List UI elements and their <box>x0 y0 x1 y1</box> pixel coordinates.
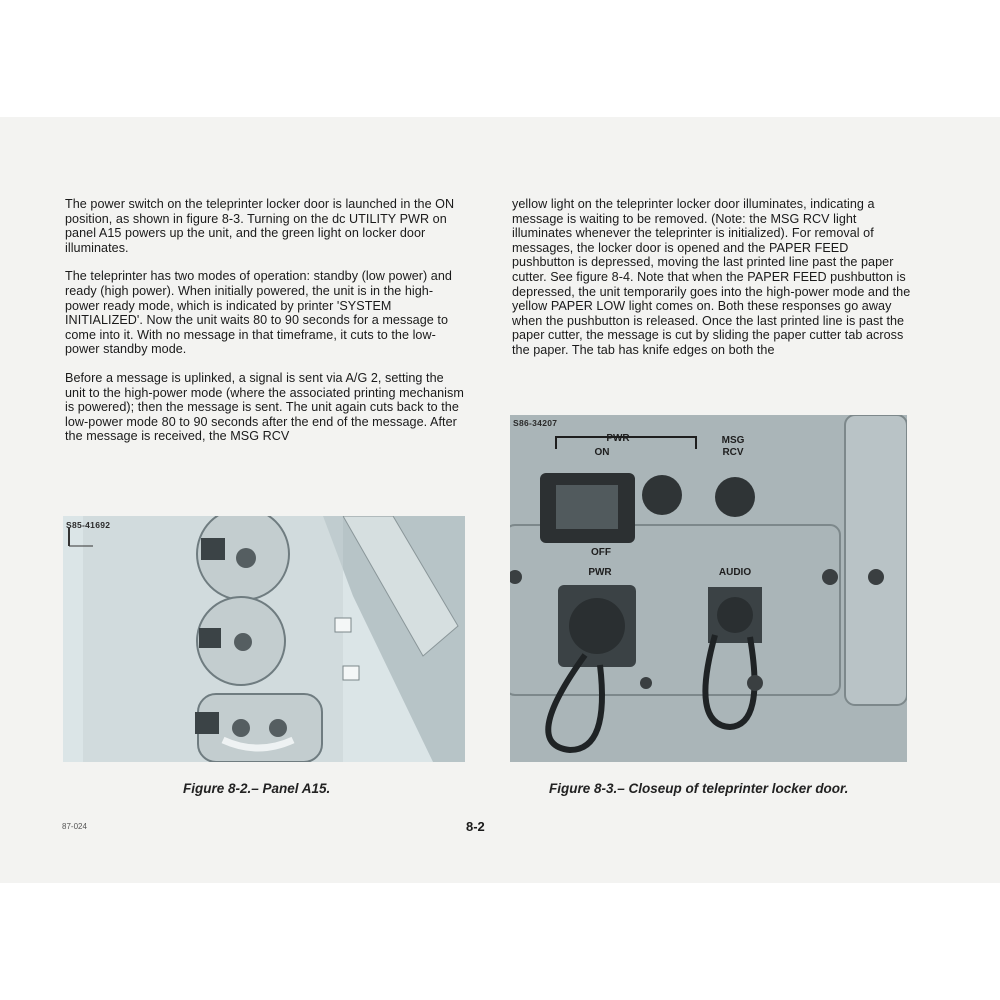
document-page <box>0 117 1000 883</box>
on-label: ON <box>594 447 610 458</box>
paragraph: yellow light on the teleprinter locker door illuminates, indicating a message is waiting to be removed. (Note: the MSG RCV light illuminates whenever the teleprinter is initialized). For removal of messages, the locker door is opened and the PAPER FEED pushbutton is depressed, moving the last printed line past the paper cutter. See figure 8-4. Note that when the PAPER FEED pushbutton is depressed, the unit temporarily goes into the high-power mode and the yellow PAPER LOW light comes on. Both these responses go away when the pushbutton is released. Once the last printed line is past the paper cutter, the message is cut by sliding the paper cutter tab across the paper. The tab has knife edges on both the <box>512 197 911 357</box>
document-code: 87-024 <box>62 822 87 831</box>
left-text-column <box>65 197 465 458</box>
paragraph: Before a message is uplinked, a signal is sent via A/G 2, setting the unit to the high-power mode (where the associated printing mechanism is powered); then the message is sent. The unit again cuts back to the low-power mode 80 to 90 seconds after the end of the message. After the message is received, the MSG RCV <box>65 370 464 444</box>
pwr-bracket-label: PWR <box>606 433 630 444</box>
right-text-column <box>512 197 912 372</box>
photo-id: S86-34207 <box>513 418 558 428</box>
panel-a15-photo <box>63 516 465 762</box>
figure-caption: Figure 8-3.– Closeup of teleprinter locker door. <box>549 781 849 796</box>
pwr-connector-label: PWR <box>588 567 612 578</box>
paragraph: The teleprinter has two modes of operation: standby (low power) and ready (high power). When initially powered, the unit is in the high-power ready mode, which is indicated by printer 'SYSTEM INITIALIZED'. Now the unit waits 80 to 90 seconds for a message to come into it. With no message in that timeframe, it cuts to the low-power standby mode. <box>65 269 452 357</box>
audio-label: AUDIO <box>718 567 752 578</box>
locker-door-illustration <box>510 415 907 762</box>
panel-a15-illustration <box>63 516 465 762</box>
off-label: OFF <box>591 547 611 558</box>
photo-id: S85-41692 <box>66 520 111 530</box>
page-number: 8-2 <box>466 819 485 834</box>
rcv-label: RCV <box>722 447 744 458</box>
msg-label: MSG <box>721 435 745 446</box>
paragraph: The power switch on the teleprinter locker door is launched in the ON position, as shown in figure 8-3. Turning on the dc UTILITY PWR on panel A15 powers up the unit, and the green light on locker door illuminates. <box>65 197 455 255</box>
locker-door-photo <box>510 415 907 762</box>
figure-caption: Figure 8-2.– Panel A15. <box>183 781 331 796</box>
